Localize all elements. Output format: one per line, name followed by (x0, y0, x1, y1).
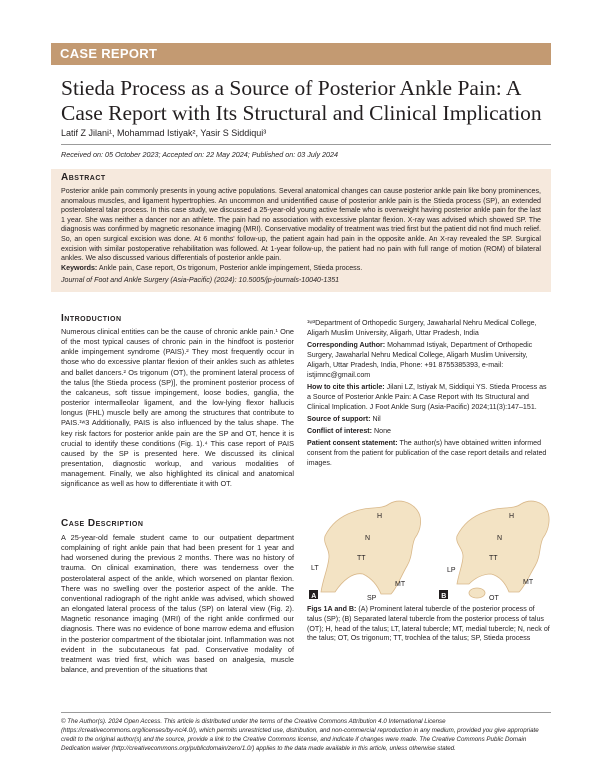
footer-divider (61, 712, 551, 713)
keywords (61, 264, 541, 272)
fig-b-label-mt: MT (523, 579, 534, 586)
conflict-label: Conflict of interest: (307, 427, 373, 435)
article-type-label: CASE REPORT (60, 46, 158, 61)
how-to-cite (307, 382, 551, 412)
corresponding-label: Corresponding Author: (307, 341, 386, 349)
corresponding-author (307, 340, 551, 380)
fig-a-label-lt: LT (311, 565, 319, 572)
conflict-of-interest (307, 426, 551, 436)
article-type-banner (51, 43, 551, 65)
figure-caption-label: Figs 1A and B: (307, 605, 357, 613)
fig-b-label-h: H (509, 513, 515, 520)
fig-a-label-sp: SP (367, 595, 377, 600)
fig-b-label-ot: OT (489, 595, 499, 600)
figure-caption-text: (A) Prominent lateral tubercle of the posterior process of talus (SP); (B) Separated lateral tubercle from the posterior process of talus (OT); H, head of the talus; LT, lateral tubercle; MT, medial tubercle; N, neck of the talus; OT, Os trigonum; TT, trochlea of the talus; SP, Stieda process (307, 605, 550, 643)
figure-panel-a (309, 501, 421, 600)
divider (61, 144, 551, 145)
keywords-text: Ankle pain, Case report, Os trigonum, Posterior ankle impingement, Stieda process. (98, 264, 363, 272)
corresponding-text: Mohammad Istiyak, Department of Orthopedic Surgery, Jawaharlal Nehru Medical College, Aligarh Muslim University, Aligarh, Uttar Pradesh, India, Phone: +91 8755385393, e-mail: istjimnc@gmail.com (307, 341, 533, 379)
article-title: Stieda Process as a Source of Posterior Ankle Pain: A Case Report with Its Structural and Clinical Implication (61, 76, 542, 125)
panel-a-letter: A (311, 592, 317, 600)
consent-text: The author(s) have obtained written informed consent from the patient for publication of the case report details and related images. (307, 439, 547, 467)
case-heading: Case Description (61, 518, 144, 529)
abstract-text: Posterior ankle pain commonly presents in young active populations. Several anatomical changes can cause posterior ankle pain like bony prominences, anomalous muscles, and ligament hypertrophies. An uncommon and unidentified cause of posterior ankle pain is the Stieda process (SP), an extended posterolateral talar process. In this case study, we discussed a 25-year-old young active female who is overweight having posterior ankle pain for the last 1 year. She was neither a dancer nor an athlete. The pain had no association with excessive plantar flexion. X-ray was advised which showed SP. The diagnosis was confirmed by magnetic resonance imaging (MRI). Conservative modality of treatment was tried first but the patient did not find much relief. So, an open surgical excision was done. At 6 months' follow-up, the patient again had pain in the opposite ankle. An X-ray revealed the SP. Surgical excision with similar postoperative rehabilitation was followed. At 1-year follow-up, the patient had no pain with full range of motion (ROM) of bilateral ankles. We also discussed various differentials of posterior ankle pain. (61, 187, 541, 263)
keywords-label: Keywords: (61, 264, 98, 272)
license-footer: © The Author(s). 2024 Open Access. This article is distributed under the terms of the Creative Commons Attribution 4.0 International License (https://creativecommons.org/licenses/by-nc/4.0/), which permits unrestricted use, distribution, and non-commercial reproduction in any medium, provided you give appropriate credit to the original author(s) and the source, provide a link to the Creative Commons license, and indicate if changes were made. The Creative Commons Public Domain Dedication waiver (http://creativecommons.org/publicdomain/zero/1.0/) applies to the data made available in this article, unless otherwise stated. (61, 718, 539, 752)
journal-citation: Journal of Foot and Ankle Surgery (Asia-Pacific) (2024): 10.5005/jp-journals-10040-1351 (61, 276, 340, 284)
case-text: A 25-year-old female student came to our outpatient department complaining of right ankle pain that had been present for 1 year and had worsened during the previous 2 months. There was no history of trauma. On clinical examination, there was tenderness over the posterolateral aspect of the ankle, which worsened on plantar flexion. There was no swelling over the posterior aspect of the ankle. The conventional radiograph of the right ankle was advised, which showed an elongated lateral process of the talus (SP) on lateral view (Fig. 2). Magnetic resonance imaging (MRI) of the right ankle confirmed our diagnosis. There was no evidence of bone marrow edema and effusion in the posterior compartment of the tibiotalar joint. Inflammation was not evident in the subcutaneous fat pad. Conservative modality of treatment was tried first, which was based on analgesia, muscle balance, and prevention of the situations that (61, 533, 294, 675)
cite-text: Jilani LZ, Istiyak M, Siddiqui YS. Stieda Process as a Source of Posterior Ankle Pain: A Case Report with Its Structural and Clinical Implication. J Foot Ankle Surg (Asia-Pacific) 2024;11(3):147–151. (307, 383, 547, 411)
fig-a-label-tt: TT (357, 555, 366, 562)
talus-bone-a (321, 501, 421, 594)
abstract-box (51, 169, 551, 292)
intro-heading: Introduction (61, 313, 122, 324)
fig-a-label-n: N (365, 535, 371, 542)
abstract-heading: Abstract (61, 172, 106, 183)
support-label: Source of support: (307, 415, 371, 423)
support-text: Nil (372, 415, 381, 423)
consent-statement (307, 438, 551, 468)
conflict-text: None (374, 427, 391, 435)
author-list: Latif Z Jilani¹, Mohammad Istiyak², Yasir S Siddiqui³ (61, 128, 267, 138)
fig-b-label-n: N (497, 535, 503, 542)
panel-b-letter: B (441, 592, 447, 600)
figure-caption (307, 605, 551, 644)
publication-dates: Received on: 05 October 2023; Accepted on: 22 May 2024; Published on: 03 July 2024 (61, 150, 339, 159)
consent-label: Patient consent statement: (307, 439, 398, 447)
fig-b-label-tt: TT (489, 555, 498, 562)
talus-bone-b (457, 501, 549, 592)
source-of-support (307, 414, 551, 424)
figure-panel-b (439, 501, 549, 600)
cite-label: How to cite this article: (307, 383, 385, 391)
fig-b-label-lp: LP (447, 567, 456, 574)
department-affiliation: ¹ʷ³Department of Orthopedic Surgery, Jawaharlal Nehru Medical College, Aligarh Muslim University, Aligarh, Uttar Pradesh, India (307, 319, 537, 337)
talus-figure (307, 496, 551, 600)
affiliations-block (307, 318, 551, 470)
fig-a-label-mt: MT (395, 581, 406, 588)
intro-text: Numerous clinical entities can be the cause of chronic ankle pain.¹ One of the most typical causes of chronic pain in the hindfoot is posterior ankle impingement syndrome (PAIS).² They most frequently occur in those who do excessive plantar flexion of their ankles such as athletes and ballet dancers.² Os trigonum (OT), the prominent lateral process of the talus [the Stieda process (SP)], the prominent posterior process of the calcaneus, soft tissue impingement, loose bodies, ganglia, the posterior intermalleolar ligament, and the low-lying flexor hallucis longus (FHL) muscle belly are among the structures that contribute to PAIS.¹ʷ3 Additionally, PAIS is also influenced by the talus shape. The key risk factors for posterior ankle pain are the SP and OT, hence it is crucial to identify these conditions (Fig. 1).⁴ This case report of PAIS caused by the SP is presented here. We discussed its clinical presentation, diagnostic workup, and various modalities of management. Finally, we also highlighted its clinical and anatomical significance as well as how to differentiate it with OT. (61, 327, 294, 489)
fig-a-label-h: H (377, 513, 383, 520)
os-trigonum-fragment (469, 588, 485, 598)
